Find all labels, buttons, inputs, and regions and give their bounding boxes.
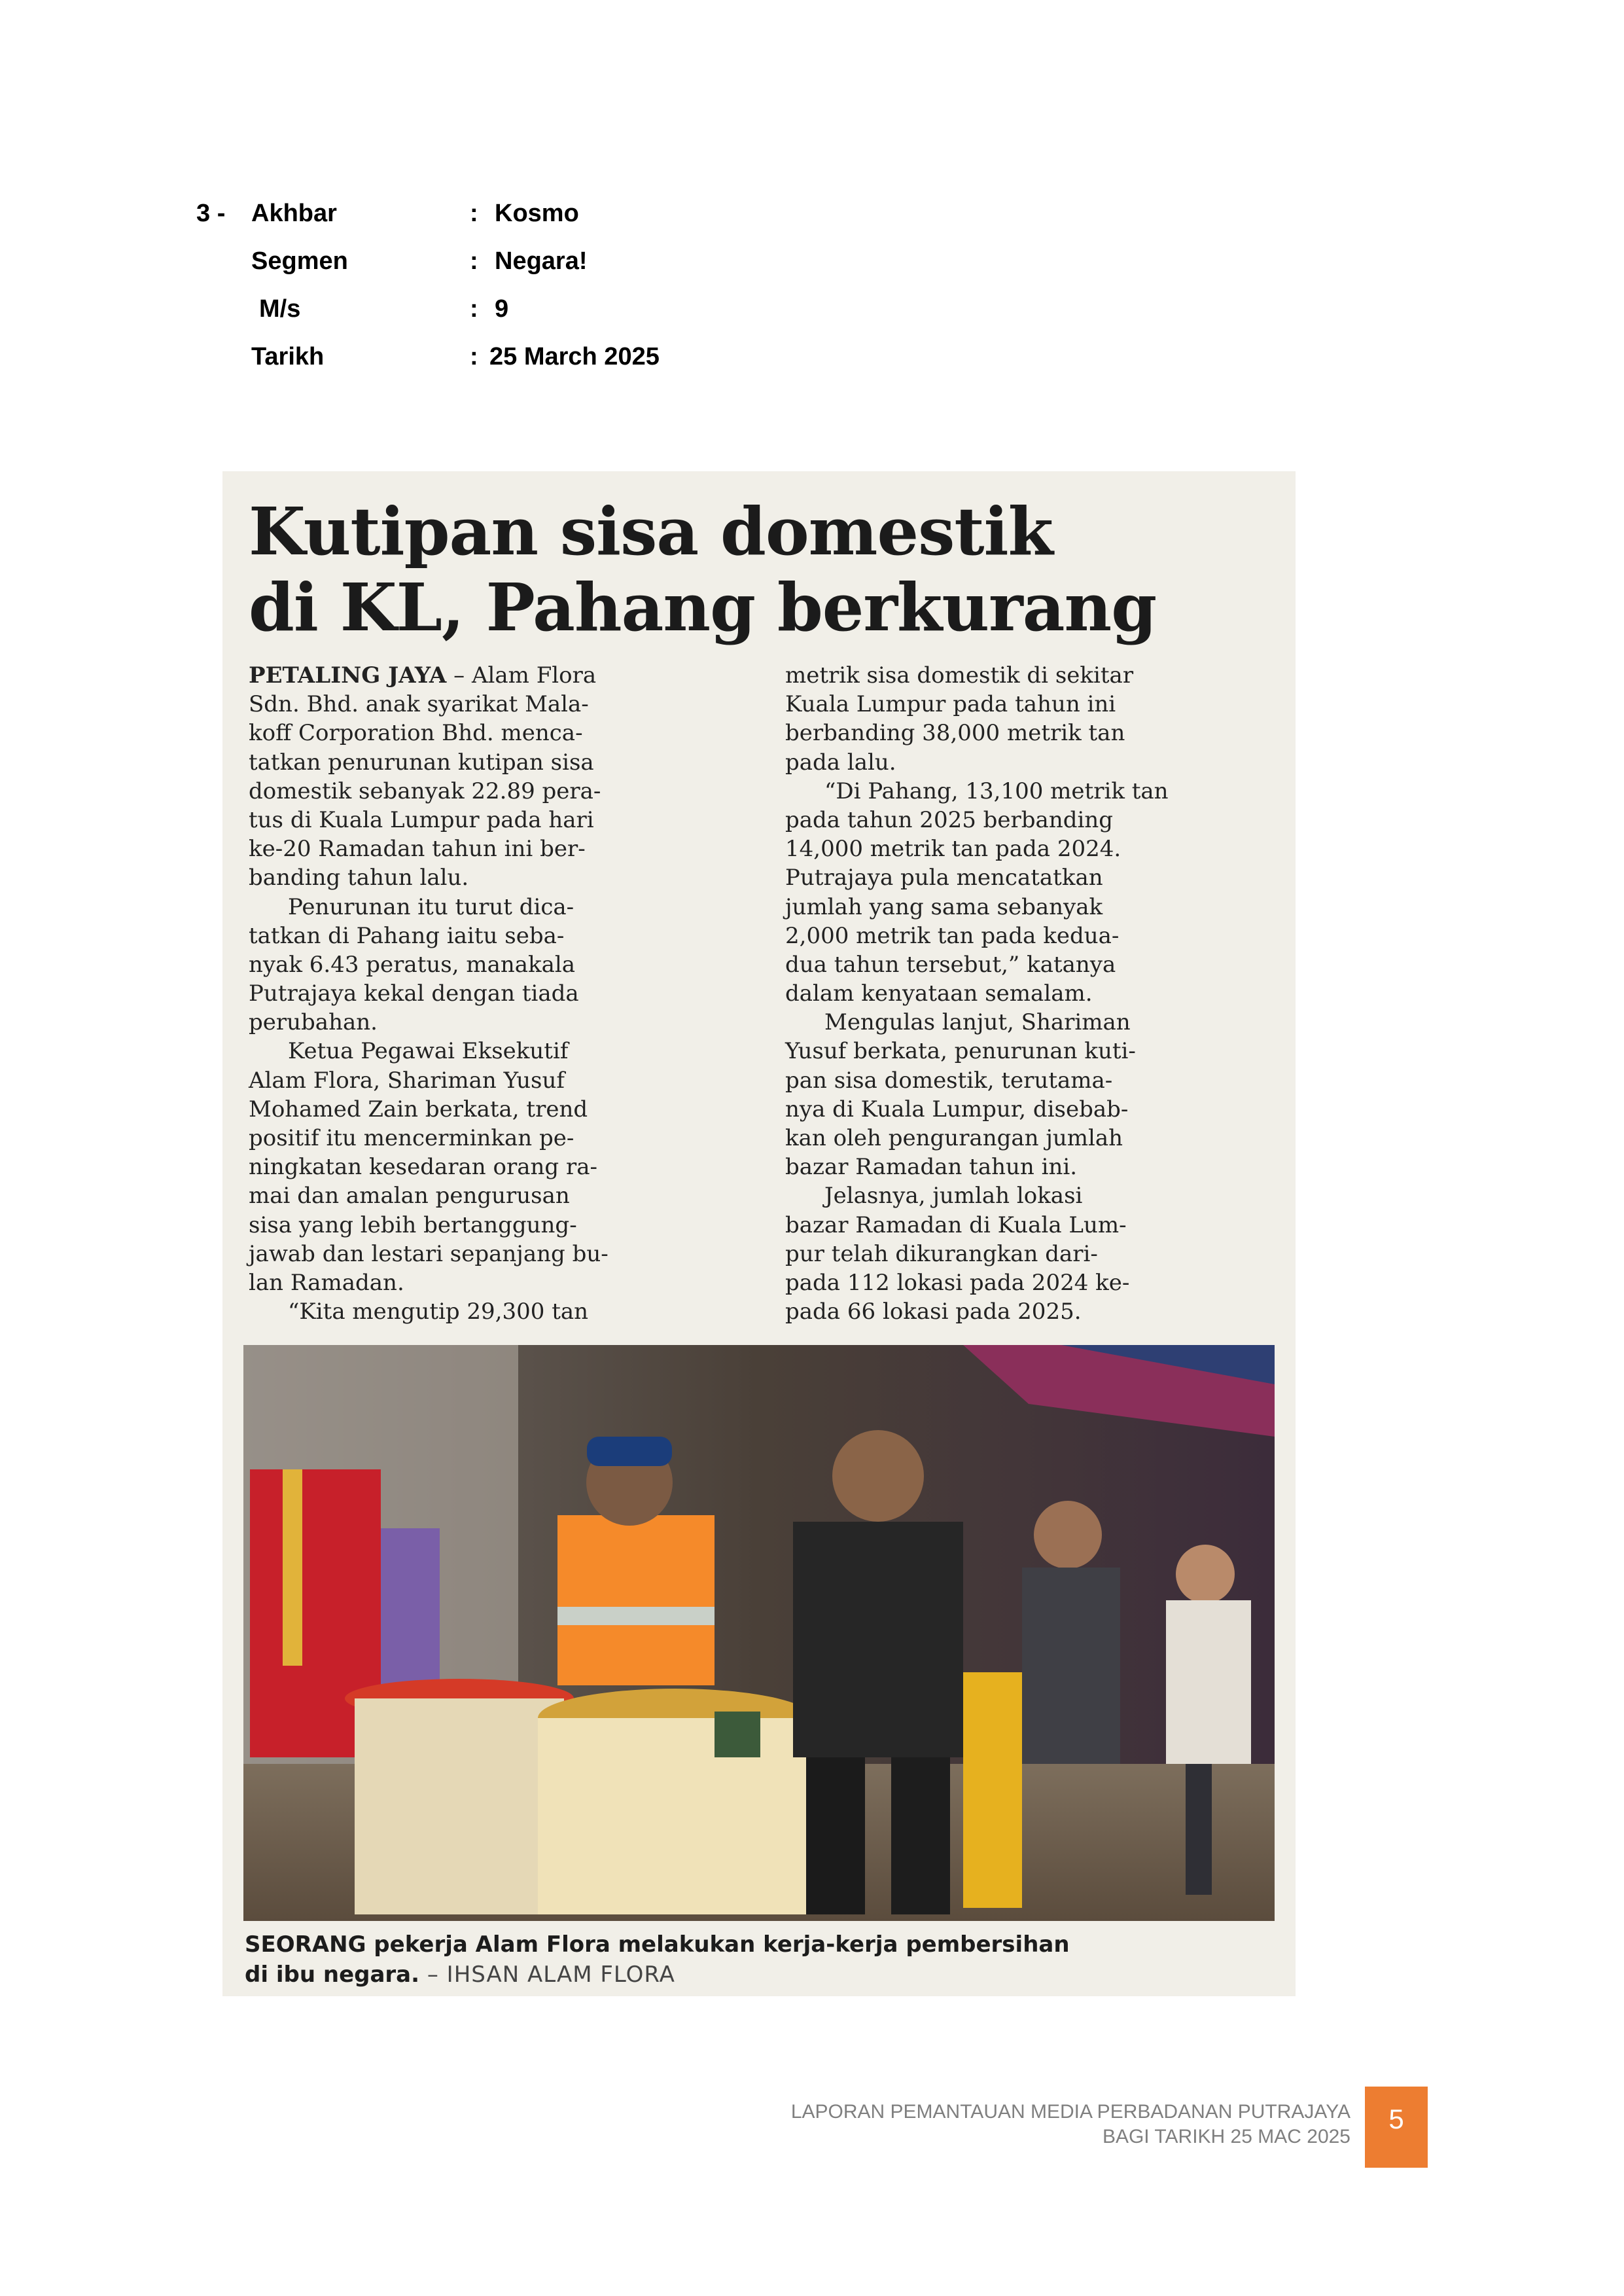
article-line: nya di Kuala Lumpur, disebab-	[785, 1096, 1129, 1122]
caption-line	[245, 1960, 1279, 1990]
headline-line: Kutipan sisa domestik	[249, 493, 1053, 570]
article-line: Mengulas lanjut, Shariman	[824, 1009, 1131, 1036]
article-line: domestik sebanyak 22.89 pera-	[249, 778, 601, 804]
article-line: sisa yang lebih bertanggung-	[249, 1211, 577, 1238]
meta-value: Kosmo	[495, 200, 579, 227]
article-line: pan sisa domestik, terutama-	[785, 1067, 1113, 1094]
article-line: Alam Flora, Shariman Yusuf	[249, 1067, 565, 1094]
article-line: Yusuf berkata, penurunan kuti-	[785, 1038, 1136, 1065]
article-column-left	[249, 661, 746, 1325]
report-footer	[791, 2100, 1350, 2149]
article-line: pada tahun 2025 berbanding	[785, 806, 1114, 833]
article-headline	[249, 493, 1269, 645]
newspaper-clipping	[222, 471, 1296, 1996]
article-line: positif itu mencerminkan pe-	[249, 1125, 574, 1151]
article-line: Mohamed Zain berkata, trend	[249, 1096, 588, 1122]
article-line: metrik sisa domestik di sekitar	[785, 662, 1134, 689]
article-line: pada 112 lokasi pada 2024 ke-	[785, 1269, 1130, 1296]
article-line: 14,000 metrik tan pada 2024.	[785, 836, 1121, 863]
dateline: PETALING JAYA	[249, 662, 447, 689]
article-line: pada lalu.	[785, 749, 896, 776]
meta-colon: :	[470, 247, 478, 275]
item-number: 3 -	[196, 200, 226, 227]
article-line: koff Corporation Bhd. menca-	[249, 720, 583, 747]
article-line: dalam kenyataan semalam.	[785, 980, 1093, 1007]
meta-colon: :	[470, 343, 478, 370]
article-line: mai dan amalan pengurusan	[249, 1183, 570, 1210]
article-line: tatkan di Pahang iaitu seba-	[249, 922, 565, 949]
article-line: Ketua Pegawai Eksekutif	[288, 1038, 569, 1065]
photo-illustration	[243, 1345, 1275, 1921]
article-line	[249, 661, 746, 690]
article-line: jawab dan lestari sepanjang bu-	[249, 1240, 609, 1267]
article-line: jumlah yang sama sebanyak	[785, 893, 1103, 920]
article-line: “Kita mengutip 29,300 tan	[288, 1299, 589, 1325]
article-line: ningkatan kesedaran orang ra-	[249, 1154, 597, 1181]
footer-line: BAGI TARIKH 25 MAC 2025	[1102, 2126, 1350, 2147]
footer-line: LAPORAN PEMANTAUAN MEDIA PERBADANAN PUTRAJAYA	[790, 2101, 1350, 2123]
article-line: Jelasnya, jumlah lokasi	[824, 1183, 1083, 1210]
article-line: dua tahun tersebut,” katanya	[785, 951, 1116, 978]
article-line: 2,000 metrik tan pada kedua-	[785, 922, 1120, 949]
photo-caption	[245, 1929, 1279, 1990]
article-line: ke-20 Ramadan tahun ini ber-	[249, 836, 586, 863]
meta-label: Tarikh	[251, 343, 325, 370]
article-photo	[243, 1345, 1275, 1921]
meta-value: 9	[495, 295, 509, 323]
caption-text: di ibu negara.	[245, 1962, 420, 1988]
page-number: 5	[1365, 2087, 1428, 2168]
meta-value: Negara!	[495, 247, 588, 275]
article-line: perubahan.	[249, 1009, 378, 1036]
article-line: bazar Ramadan tahun ini.	[785, 1154, 1078, 1181]
article-line: pada 66 lokasi pada 2025.	[785, 1299, 1082, 1325]
article-line: Sdn. Bhd. anak syarikat Mala-	[249, 691, 589, 718]
meta-colon: :	[470, 200, 478, 227]
photo-credit: – IHSAN ALAM FLORA	[419, 1962, 675, 1988]
meta-label: Akhbar	[251, 200, 337, 227]
meta-label: M/s	[259, 295, 301, 323]
article-line: Kuala Lumpur pada tahun ini	[785, 691, 1116, 718]
caption-line: SEORANG pekerja Alam Flora melakukan kerja-kerja pembersihan	[245, 1931, 1070, 1958]
article-line: pur telah dikurangkan dari-	[785, 1240, 1098, 1267]
article-line: tatkan penurunan kutipan sisa	[249, 749, 594, 776]
article-line: lan Ramadan.	[249, 1269, 404, 1296]
article-line: kan oleh pengurangan jumlah	[785, 1125, 1123, 1151]
article-line: nyak 6.43 peratus, manakala	[249, 951, 576, 978]
article-line: banding tahun lalu.	[249, 865, 469, 891]
article-line: “Di Pahang, 13,100 metrik tan	[824, 778, 1169, 804]
article-line: Putrajaya pula mencatatkan	[785, 865, 1103, 891]
headline-line: di KL, Pahang berkurang	[249, 569, 1157, 646]
meta-colon: :	[470, 295, 478, 323]
article-line: tus di Kuala Lumpur pada hari	[249, 806, 594, 833]
article-line-text: – Alam Flora	[446, 662, 597, 689]
meta-label: Segmen	[251, 247, 348, 275]
article-line: bazar Ramadan di Kuala Lum-	[785, 1211, 1127, 1238]
article-line: Penurunan itu turut dica-	[288, 893, 574, 920]
meta-value: 25 March 2025	[489, 343, 660, 370]
article-column-right	[785, 661, 1282, 1325]
article-line: berbanding 38,000 metrik tan	[785, 720, 1125, 747]
article-line: Putrajaya kekal dengan tiada	[249, 980, 579, 1007]
